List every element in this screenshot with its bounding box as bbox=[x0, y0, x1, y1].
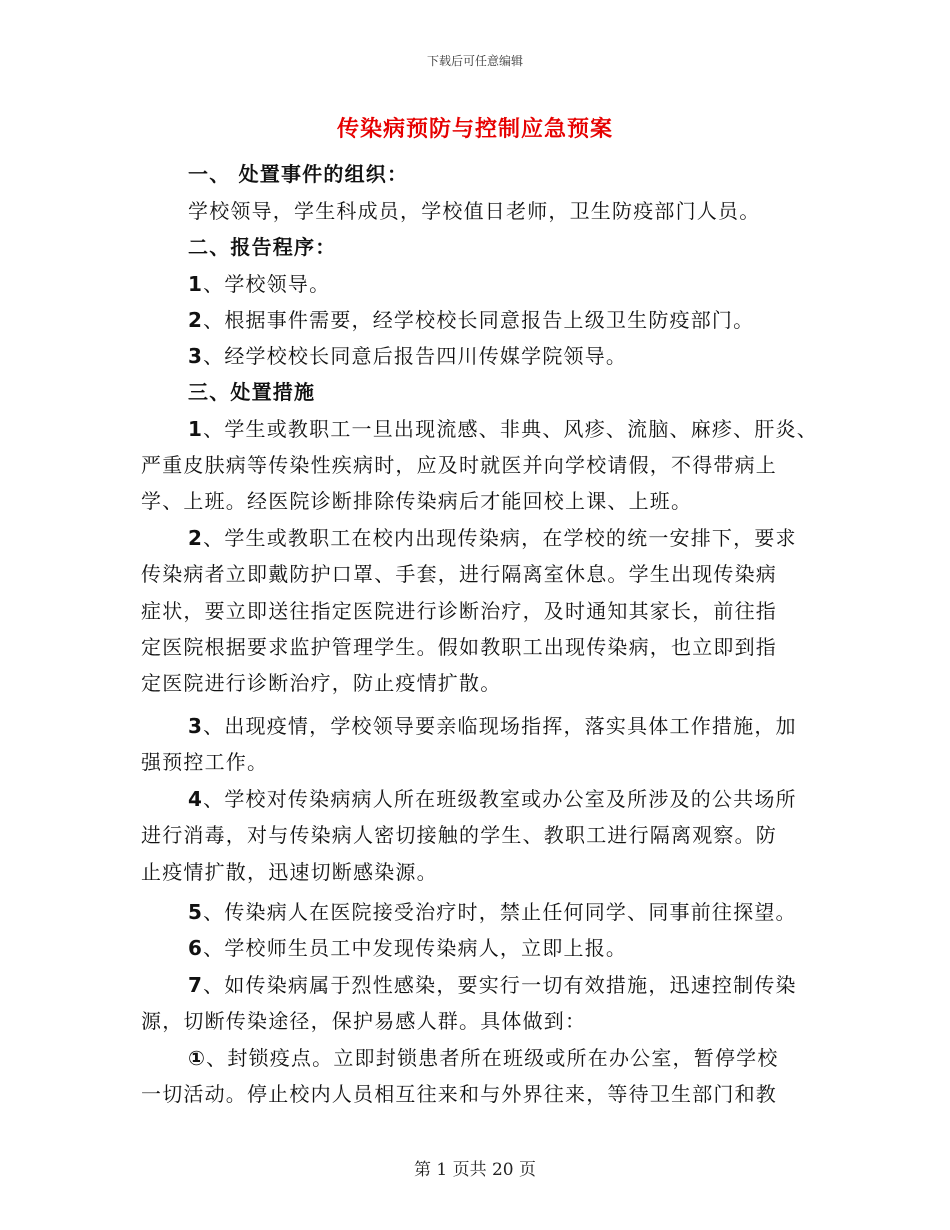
paragraph-line: 症状，要立即送往指定医院进行诊断治疗，及时通知其家长，前往指 bbox=[141, 599, 777, 623]
document-title: 传染病预防与控制应急预案 bbox=[336, 117, 613, 142]
section-body-organization: 学校领导，学生科成员，学校值日老师，卫生防疫部门人员。 bbox=[188, 199, 761, 223]
item-number: 1 bbox=[188, 272, 204, 296]
item-text: 、学校对传染病病人所在班级教室或办公室及所涉及的公共场所 bbox=[203, 787, 797, 811]
page-header-note: 下载后可任意编辑 bbox=[426, 54, 523, 68]
paragraph-line: 传染病者立即戴防护口罩、手套，进行隔离室休息。学生出现传染病 bbox=[141, 562, 777, 586]
item-text: 、学校领导。 bbox=[203, 272, 331, 296]
report-item bbox=[188, 306, 754, 334]
paragraph-line: 进行消毒，对与传染病人密切接触的学生、教职工进行隔离观察。防 bbox=[141, 823, 777, 847]
paragraph-line: 严重皮肤病等传染性疾病时，应及时就医并向学校请假，不得带病上 bbox=[141, 453, 777, 477]
paragraph-line bbox=[188, 1044, 779, 1072]
report-item bbox=[188, 270, 330, 298]
paragraph-line bbox=[188, 898, 797, 926]
paragraph-line bbox=[188, 712, 797, 740]
item-number: 5 bbox=[188, 900, 204, 924]
paragraph-line bbox=[188, 934, 627, 962]
paragraph-line: 强预控工作。 bbox=[141, 750, 269, 774]
item-number: 2 bbox=[188, 526, 204, 550]
item-number: 3 bbox=[188, 344, 204, 368]
item-text: 、传染病人在医院接受治疗时，禁止任何同学、同事前往探望。 bbox=[203, 900, 797, 924]
paragraph-line: 学、上班。经医院诊断排除传染病后才能回校上课、上班。 bbox=[141, 489, 693, 513]
item-text: 、学生或教职工在校内出现传染病，在学校的统一安排下，要求 bbox=[203, 526, 797, 550]
item-text: 、如传染病属于烈性感染，要实行一切有效措施，迅速控制传染 bbox=[203, 973, 797, 997]
item-text: 、封锁疫点。立即封锁患者所在班级或所在办公室，暂停学校 bbox=[206, 1046, 779, 1070]
paragraph-line bbox=[188, 524, 797, 552]
section-heading-organization: 一、 处置事件的组织： bbox=[188, 162, 409, 186]
item-number: 2 bbox=[188, 308, 204, 332]
item-number: 4 bbox=[188, 787, 204, 811]
item-number: 6 bbox=[188, 936, 204, 960]
item-number: 7 bbox=[188, 973, 204, 997]
item-number: 1 bbox=[188, 417, 204, 441]
item-text: 、出现疫情，学校领导要亲临现场指挥，落实具体工作措施，加 bbox=[203, 714, 797, 738]
paragraph-line bbox=[188, 971, 797, 999]
report-item bbox=[188, 342, 627, 370]
item-text: 、学校师生员工中发现传染病人，立即上报。 bbox=[203, 936, 628, 960]
item-number: ① bbox=[188, 1046, 207, 1070]
paragraph-line bbox=[188, 785, 797, 813]
paragraph-line bbox=[188, 415, 818, 443]
paragraph-line: 止疫情扩散，迅速切断感染源。 bbox=[141, 860, 438, 884]
paragraph-line: 源，切断传染途径，保护易感人群。具体做到： bbox=[141, 1009, 587, 1033]
paragraph-line: 定医院根据要求监护管理学生。假如教职工出现传染病，也立即到指 bbox=[141, 635, 777, 659]
section-heading-report: 二、报告程序： bbox=[188, 235, 337, 259]
item-text: 、学生或教职工一旦出现流感、非典、风疹、流脑、麻疹、肝炎、 bbox=[203, 417, 818, 441]
paragraph-line: 定医院进行诊断治疗，防止疫情扩散。 bbox=[141, 671, 502, 695]
item-text: 、经学校校长同意后报告四川传媒学院领导。 bbox=[203, 344, 628, 368]
section-heading-measures: 三、处置措施 bbox=[188, 380, 316, 404]
paragraph-line: 一切活动。停止校内人员相互往来和与外界往来，等待卫生部门和教 bbox=[141, 1082, 777, 1106]
item-text: 、根据事件需要，经学校校长同意报告上级卫生防疫部门。 bbox=[203, 308, 755, 332]
item-number: 3 bbox=[188, 714, 204, 738]
page-number-footer: 第 1 页共 20 页 bbox=[413, 1160, 537, 1180]
